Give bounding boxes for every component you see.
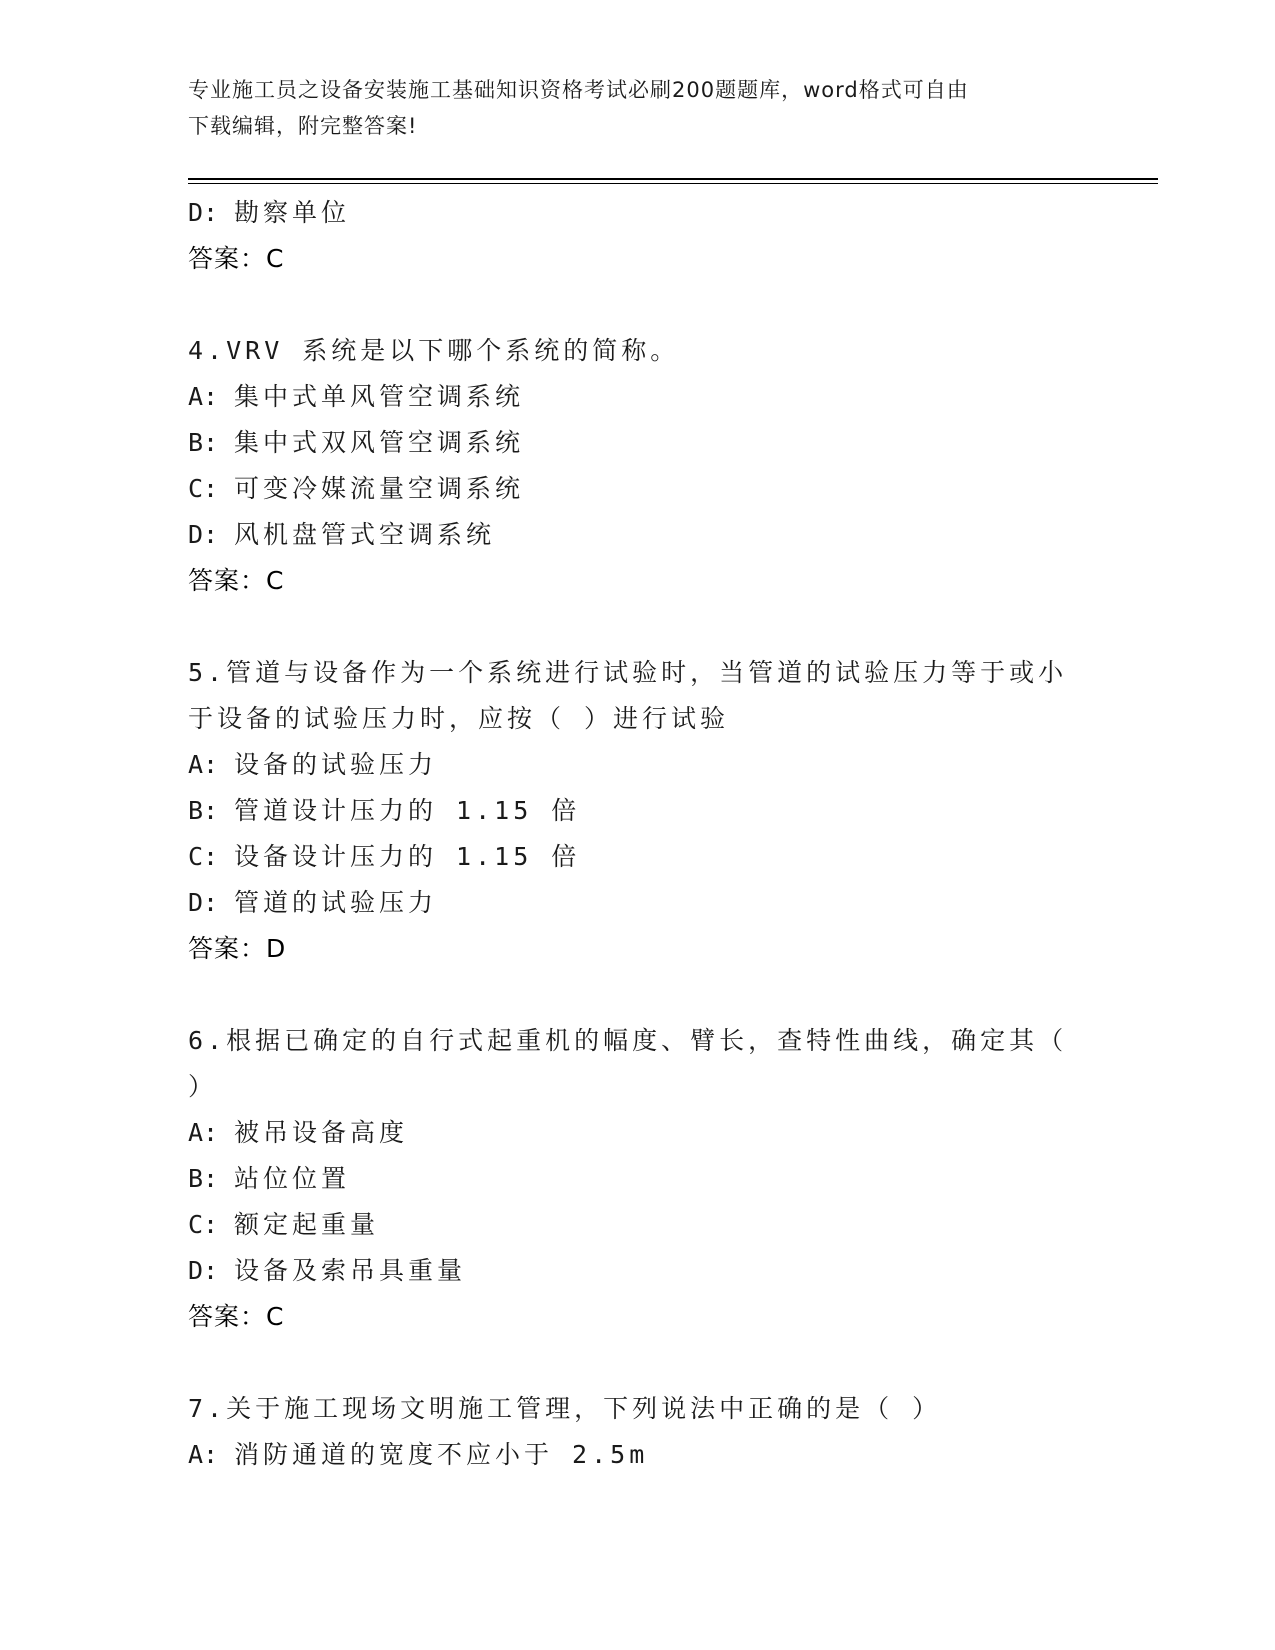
option-label: B: (188, 428, 219, 457)
question-4 (188, 328, 1088, 604)
spacer (188, 604, 1088, 650)
answer-line: 答案：D (188, 934, 287, 963)
spacer (188, 972, 1088, 1018)
option-text: 集中式单风管空调系统 (234, 382, 525, 411)
question-6 (188, 1018, 1088, 1340)
option-label: D: (188, 198, 219, 227)
question-stem: 7.关于施工现场文明施工管理，下列说法中正确的是（ ） (188, 1394, 942, 1423)
header-line-2: 下载编辑，附完整答案! (188, 114, 418, 138)
answer-line: 答案：C (188, 1302, 285, 1331)
option-label: C: (188, 1210, 219, 1239)
option-label: C: (188, 474, 219, 503)
option-label: A: (188, 1118, 219, 1147)
option-a (188, 1432, 1088, 1478)
option-label: B: (188, 796, 219, 825)
option-text: 可变冷媒流量空调系统 (234, 474, 525, 503)
answer-line: 答案：C (188, 566, 285, 595)
option-label: A: (188, 1440, 219, 1469)
option-b (188, 788, 1088, 834)
option-label: D: (188, 888, 219, 917)
option-label: C: (188, 842, 219, 871)
option-c (188, 466, 1088, 512)
option-text: 设备的试验压力 (234, 750, 438, 779)
document-header (188, 72, 1088, 144)
option-d (188, 512, 1088, 558)
option-a (188, 374, 1088, 420)
option-label: B: (188, 1164, 219, 1193)
option-text: 额定起重量 (234, 1210, 380, 1239)
option-text: 风机盘管式空调系统 (234, 520, 496, 549)
option-b (188, 420, 1088, 466)
question-stem: 4.VRV 系统是以下哪个系统的简称。 (188, 336, 680, 365)
question-content (188, 190, 1088, 1478)
option-text: 设备设计压力的 1.15 倍 (234, 842, 581, 871)
option-label: A: (188, 382, 219, 411)
question-stem-continued: 于设备的试验压力时，应按（ ）进行试验 (188, 704, 730, 733)
option-text: 被吊设备高度 (234, 1118, 409, 1147)
option-text: 管道设计压力的 1.15 倍 (234, 796, 581, 825)
question-7 (188, 1386, 1088, 1478)
option-a (188, 742, 1088, 788)
option-text: 站位位置 (234, 1164, 351, 1193)
answer-line: 答案：C (188, 244, 285, 273)
option-d (188, 880, 1088, 926)
header-line-1: 专业施工员之设备安装施工基础知识资格考试必刷200题题库，word格式可自由 (188, 78, 969, 102)
option-text: 集中式双风管空调系统 (234, 428, 525, 457)
header-rule-thick (188, 178, 1158, 180)
option-a (188, 1110, 1088, 1156)
option-text: 勘察单位 (234, 198, 351, 227)
option-c (188, 1202, 1088, 1248)
question-stem: 6.根据已确定的自行式起重机的幅度、臂长，查特性曲线，确定其（ (188, 1026, 1068, 1055)
question-5 (188, 650, 1088, 972)
option-d (188, 190, 1088, 236)
header-rule-thin (188, 183, 1158, 184)
option-text: 管道的试验压力 (234, 888, 438, 917)
option-label: D: (188, 1256, 219, 1285)
option-label: A: (188, 750, 219, 779)
option-c (188, 834, 1088, 880)
spacer (188, 282, 1088, 328)
option-label: D: (188, 520, 219, 549)
spacer (188, 1340, 1088, 1386)
question-stem: 5.管道与设备作为一个系统进行试验时，当管道的试验压力等于或小 (188, 658, 1068, 687)
option-d (188, 1248, 1088, 1294)
question-stem-continued: ） (188, 1072, 218, 1101)
option-b (188, 1156, 1088, 1202)
option-text: 消防通道的宽度不应小于 2.5m (234, 1440, 649, 1469)
option-text: 设备及索吊具重量 (234, 1256, 467, 1285)
